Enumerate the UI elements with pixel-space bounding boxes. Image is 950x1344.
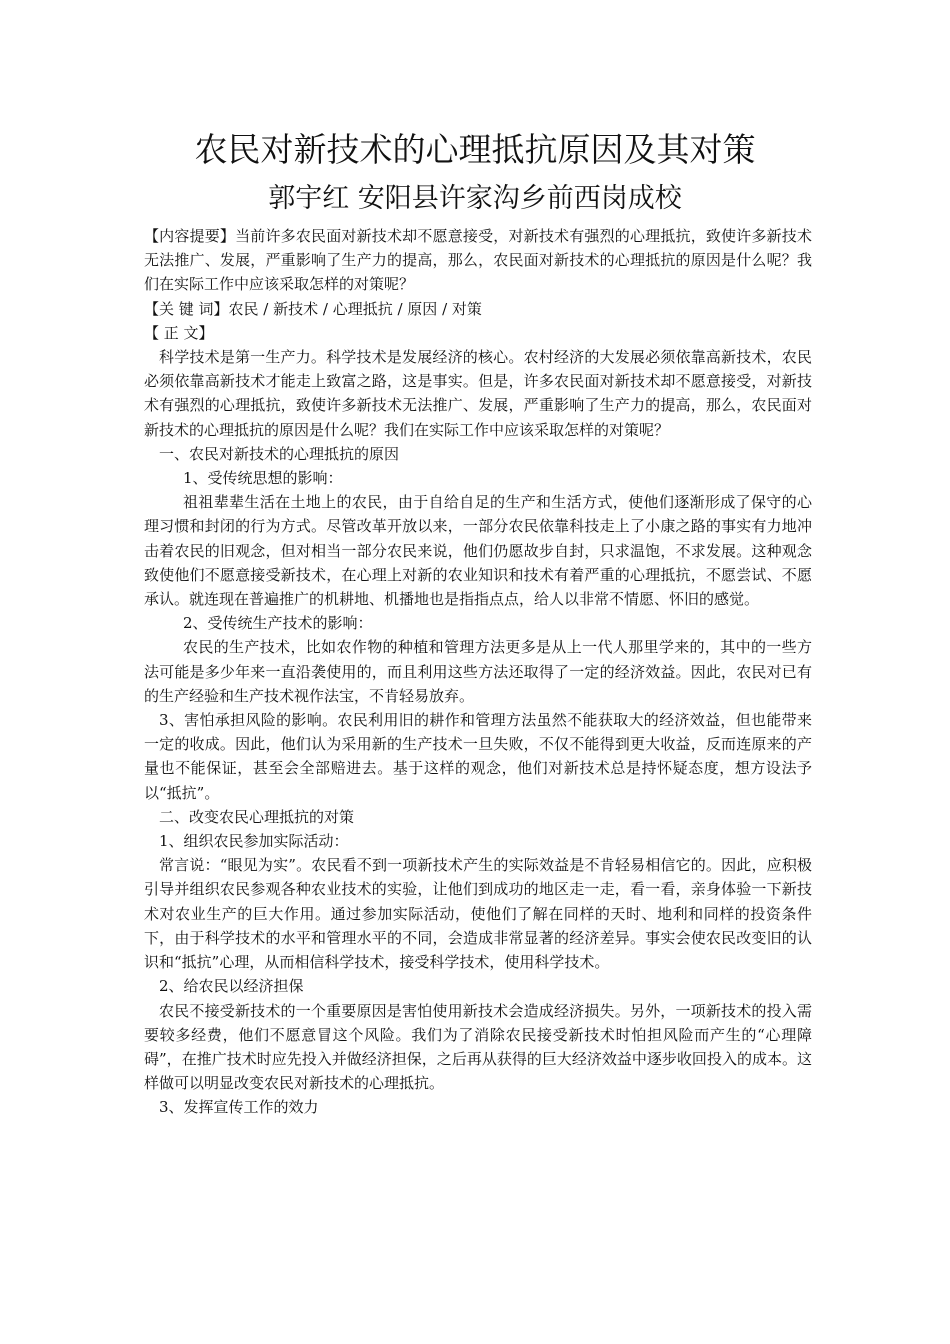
subsection-heading-2-1: 1、组织农民参加实际活动： bbox=[159, 832, 349, 851]
author-line: 郭宇红 安阳县许家沟乡前西岗成校 bbox=[268, 183, 682, 214]
keywords-line: 【关 键 词】农民 / 新技术 / 心理抵抗 / 原因 / 对策 bbox=[144, 299, 482, 318]
document-title: 农民对新技术的心理抵抗原因及其对策 bbox=[194, 130, 756, 169]
paragraph-1-1: 祖祖辈辈生活在土地上的农民，由于自给自足的生产和生活方式，使他们逐渐形成了保守的心理习惯和封闭的行为方式。尽管改革开放以来，一部分农民依靠科技走上了小康之路的事实有力地冲击着农民的旧观念，但对相当一部分农民来说，他们仍愿故步自封，只求温饱，不求发展。这种观念致使他们不愿意接受新技术，在心理上对新的农业知识和技术有着严重的心理抵抗，不愿尝试、不愿承认。就连现在普遍推广的机耕地、机播地也是指指点点，给人以非常不情愿、怀旧的感觉。 bbox=[144, 493, 812, 609]
section-heading-1: 一、农民对新技术的心理抵抗的原因 bbox=[159, 444, 400, 463]
abstract-paragraph: 【内容提要】当前许多农民面对新技术却不愿意接受，对新技术有强烈的心理抵抗，致使许多新技术无法推广、发展，严重影响了生产力的提高，那么，农民面对新技术的心理抵抗的原因是什么呢？我们在实际工作中应该采取怎样的对策呢？ bbox=[144, 227, 812, 294]
body-heading: 【 正 文】 bbox=[144, 323, 214, 342]
subsection-heading-1-1: 1、受传统思想的影响： bbox=[183, 469, 343, 488]
subsection-heading-1-2: 2、受传统生产技术的影响： bbox=[183, 614, 373, 633]
paragraph-1-2: 农民的生产技术，比如农作物的种植和管理方法更多是从上一代人那里学来的，其中的一些方法可能是多少年来一直沿袭使用的，而且利用这些方法还取得了一定的经济效益。因此，农民对已有的生产经验和生产技术视作法宝，不肯轻易放弃。 bbox=[144, 638, 812, 705]
paragraph-2-2: 农民不接受新技术的一个重要原因是害怕使用新技术会造成经济损失。另外，一项新技术的投入需要较多经费，他们不愿意冒这个风险。我们为了消除农民接受新技术时怕担风险而产生的“心理障碍”，在推广技术时应先投入并做经济担保，之后再从获得的巨大经济效益中逐步收回投入的成本。这样做可以明显改变农民对新技术的心理抵抗。 bbox=[144, 1001, 812, 1093]
paragraph-2-1: 常言说：“眼见为实”。农民看不到一项新技术产生的实际效益是不肯轻易相信它的。因此，应积极引导并组织农民参观各种农业技术的实验，让他们到成功的地区走一走，看一看，亲身体验一下新技术对农业生产的巨大作用。通过参加实际活动，使他们了解在同样的天时、地利和同样的投资条件下，由于科学技术的水平和管理水平的不同，会造成非常显著的经济差异。事实会使农民改变旧的认识和“抵抗”心理，从而相信科学技术，接受科学技术，使用科学技术。 bbox=[144, 856, 812, 972]
subsection-heading-2-2: 2、给农民以经济担保 bbox=[159, 977, 304, 996]
section-heading-2: 二、改变农民心理抵抗的对策 bbox=[159, 807, 355, 826]
paragraph-1-3: 3、害怕承担风险的影响。农民利用旧的耕作和管理方法虽然不能获取大的经济效益，但也能带来一定的收成。因此，他们认为采用新的生产技术一旦失败，不仅不能得到更大收益，反而连原来的产量也不能保证，甚至会全部赔进去。基于这样的观念，他们对新技术总是持怀疑态度，想方设法予以“抵抗”。 bbox=[144, 711, 812, 802]
subsection-heading-2-3: 3、发挥宣传工作的效力 bbox=[159, 1098, 319, 1117]
document-body bbox=[144, 224, 812, 1120]
intro-paragraph: 科学技术是第一生产力。科学技术是发展经济的核心。农村经济的大发展必须依靠高新技术，农民必须依靠高新技术才能走上致富之路，这是事实。但是，许多农民面对新技术却不愿意接受，对新技术有强烈的心理抵抗，致使许多新技术无法推广、发展，严重影响了生产力的提高，那么，农民面对新技术的心理抵抗的原因是什么呢？我们在实际工作中应该采取怎样的对策呢？ bbox=[144, 348, 812, 439]
